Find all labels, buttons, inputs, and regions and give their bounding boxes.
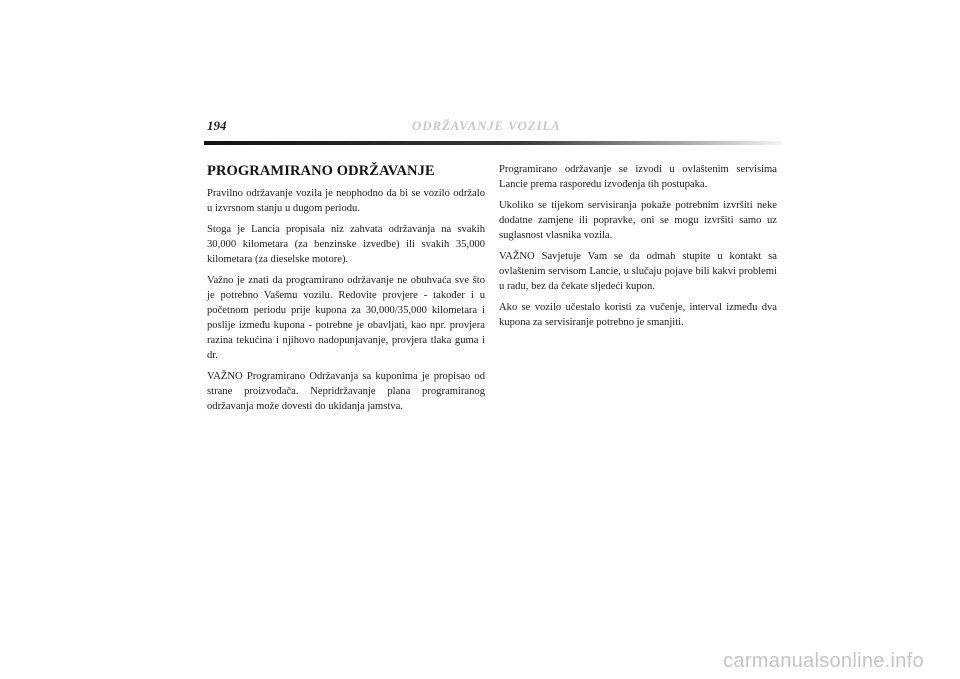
paragraph: Programirano održavanje se izvodi u ovlaštenim servisima Lancie prema rasporedu izvođenja tih postupaka. xyxy=(499,164,777,190)
paragraph: Ukoliko se tijekom servisiranja pokaže potrebnim izvršiti neke dodatne zamjene ili popravke, oni se mogu izvršiti samo uz suglasnost vlasnika vozila. xyxy=(499,200,777,241)
paragraph: Stoga je Lancia propisala niz zahvata održavanja na svakih 30,000 kilometara (za benzinske izvedbe) ili svakih 35,000 kilometara (za dieselske motore). xyxy=(207,224,485,265)
paragraph: Važno je znati da programirano održavanje ne obuhvaća sve što je potrebno Vašemu vozilu. Redovite provjere - također i u početnom periodu prije kupona za 30,000/35,000 kilometara i poslije između kupona - potrebne je obavljati, kao npr. provjera razina tekućina i njihovo nadopunjavanje, provjera tlaka guma i dr. xyxy=(207,275,485,361)
paragraph: Ako se vozilo učestalo koristi za vučenje, interval između dva kupona za servisiranje potrebno je smanjiti. xyxy=(499,302,777,328)
paragraph: VAŽNO Savjetuje Vam se da odmah stupite u kontakt sa ovlaštenim servisom Lancie, u slučaju pojave bili kakvi problemi u radu, bez da čekate sljedeći kupon. xyxy=(499,251,777,292)
left-column xyxy=(207,162,485,420)
paragraph: VAŽNO Programirano Održavanja sa kuponima je propisao od strane proizvođača. Nepridržavanje plana programiranog održavanja može dovesti do ukidanja jamstva. xyxy=(207,371,485,412)
watermark-link[interactable]: carmanualsonline.info xyxy=(723,650,924,672)
section-heading: PROGRAMIRANO ODRŽAVANJE xyxy=(207,163,435,179)
header-rule xyxy=(204,141,782,145)
section-title: ODRŽAVANJE VOZILA xyxy=(412,118,561,133)
paragraph: Pravilno održavanje vozila je neophodno da bi se vozilo održalo u izvrsnom stanju u dugom periodu. xyxy=(207,188,485,214)
right-column xyxy=(499,162,777,336)
page-number: 194 xyxy=(207,118,227,133)
